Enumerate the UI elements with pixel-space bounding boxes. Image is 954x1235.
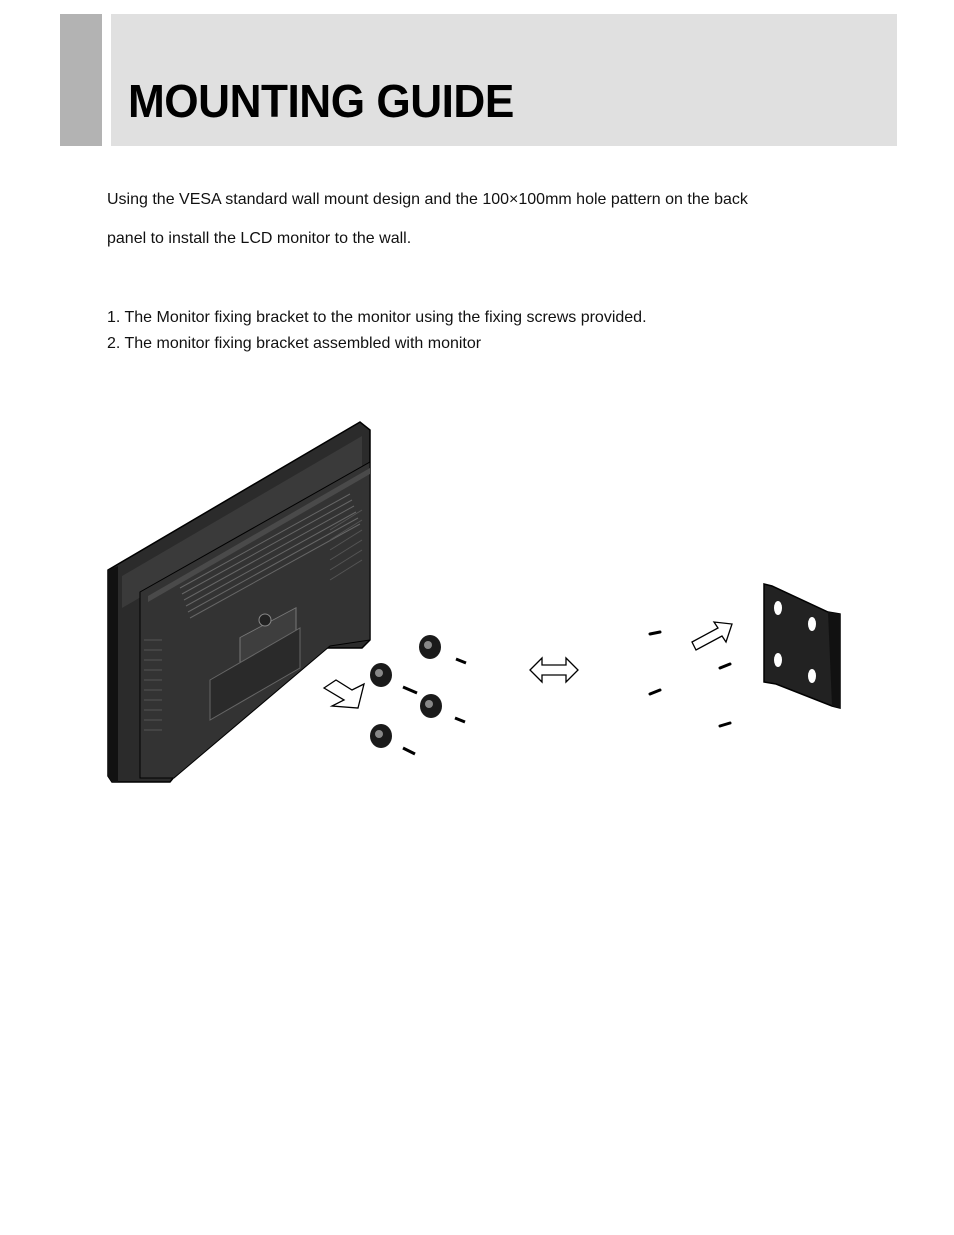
intro-line-2: panel to install the LCD monitor to the wall.	[107, 230, 412, 247]
screw-icon	[650, 632, 730, 726]
intro-line-1: Using the VESA standard wall mount design and the 100×100mm hole pattern on the back	[107, 191, 748, 208]
arrow-icon	[324, 680, 364, 708]
wall-bracket-icon	[764, 584, 840, 708]
intro-paragraph	[107, 180, 867, 258]
mounting-illustration	[100, 410, 860, 800]
mounting-diagram	[100, 410, 860, 800]
double-arrow-icon	[530, 658, 578, 682]
step-item-1: 1. The Monitor fixing bracket to the monitor using the fixing screws provided.	[107, 309, 647, 326]
header-side-bar	[60, 14, 102, 146]
page-title: MOUNTING GUIDE	[128, 75, 514, 127]
steps-list	[107, 305, 647, 357]
step-item-2: 2. The monitor fixing bracket assembled with monitor	[107, 335, 482, 352]
arrow-icon	[692, 622, 732, 650]
spacer-screw-icon	[370, 635, 466, 754]
lcd-monitor-back-icon	[108, 422, 370, 782]
